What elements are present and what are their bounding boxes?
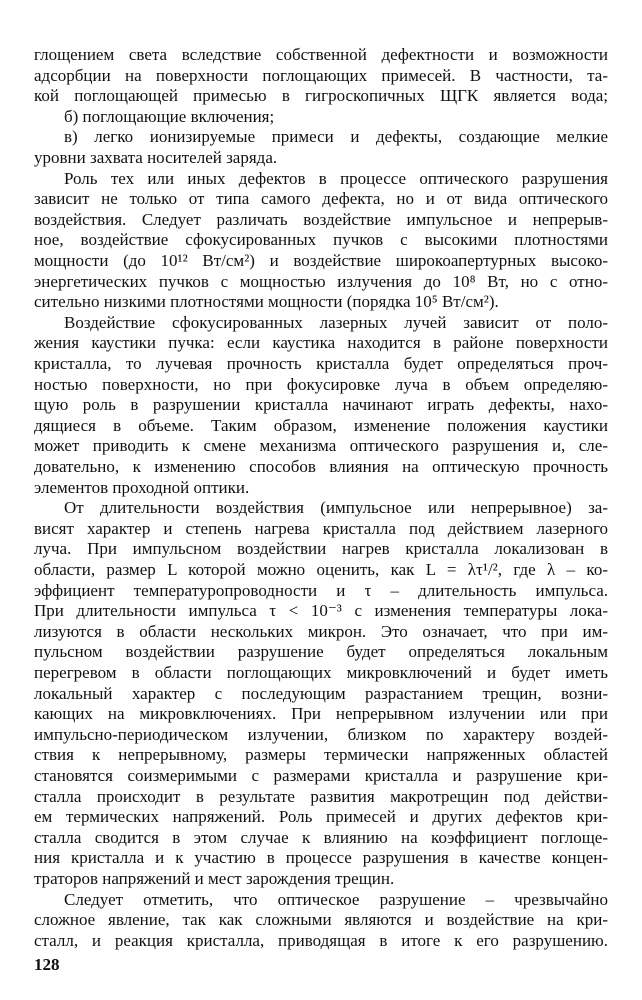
text-line: в) легко ионизируемые примеси и дефекты, создающие мелкие xyxy=(64,127,608,147)
text-line: висят характер и степень нагрева кристалла под действием лазерного xyxy=(34,518,608,538)
text-line: луча. При импульсном воздействии нагрев кристалла локализован в xyxy=(34,539,608,559)
text-line: сложное явление, так как сложными являются и воздействие на кри- xyxy=(34,910,608,930)
text-line: сталла сводится в этом случае к влиянию на коэффициент поглоще- xyxy=(34,827,608,847)
text-line: траторов напряжений и мест зарождения трещин. xyxy=(34,869,395,888)
text-line: довательно, к изменению способов влияния на оптическую прочность xyxy=(34,457,608,476)
text-line: Следует отметить, что оптическое разрушение – чрезвычайно xyxy=(64,889,608,909)
text-line: уровни захвата носителей заряда. xyxy=(34,148,278,167)
text-line: элементов проходной оптики. xyxy=(34,477,250,497)
text-line: кой поглощающей примесью в гигроскопичных ЩГК является вода; xyxy=(34,86,608,106)
text-line: импульсно-периодическом излучении, близком по характеру воздей- xyxy=(34,724,608,744)
text-line: области, размер L которой можно оценить, как L = λτ¹/², где λ – ко- xyxy=(34,560,608,579)
page-number: 128 xyxy=(34,955,60,975)
text-line: адсорбции на поверхности поглощающих примесей. В частности, та- xyxy=(34,65,608,85)
text-line: сительно низкими плотностями мощности (порядка 10⁵ Вт/см²). xyxy=(34,292,499,312)
text-line: ем термических напряжений. Роль примесей и других дефектов кри- xyxy=(34,807,608,827)
text-line: От длительности воздействия (импульсное или непрерывное) за- xyxy=(64,498,608,518)
text-line: сталла происходит в результате развития макротрещин под действи- xyxy=(34,786,608,806)
text-line: ностью поверхности, но при фокусировке луча в объем определяю- xyxy=(34,374,608,394)
text-line: может приводить к смене механизма оптического разрушения и, сле- xyxy=(34,436,608,456)
text-line: При длительности импульса τ < 10⁻³ с изменения температуры лока- xyxy=(34,601,608,621)
text-line: кающих на микровключениях. При непрерывном излучении или при xyxy=(34,704,608,724)
text-line: лизуются в области нескольких микрон. Это означает, что при им- xyxy=(34,621,608,641)
text-line: щую роль в разрушении кристалла начинают играть дефекты, нахо- xyxy=(34,395,608,415)
text-line: дящиеся в объеме. Таким образом, изменение положения каустики xyxy=(34,415,608,435)
text-line: Воздействие сфокусированных лазерных лучей зависит от поло- xyxy=(64,312,608,332)
text-line: ствия к непрерывному, размеры термически напряженных областей xyxy=(34,745,608,765)
text-line: мощности (до 10¹² Вт/см²) и воздействие широкоапертурных высоко- xyxy=(34,251,608,270)
text-line: становятся соизмеримыми с размерами кристалла и разрушение кри- xyxy=(34,766,608,785)
text-line: жения каустики пучка: если каустика находится в районе поверхности xyxy=(34,333,608,353)
text-line: зависит не только от типа самого дефекта, но и от вида оптического xyxy=(34,189,608,209)
text-line: глощением света вследствие собственной дефектности и возможности xyxy=(34,45,608,64)
text-line: б) поглощающие включения; xyxy=(64,106,275,126)
text-line: ное, воздействие сфокусированных пучков с высокими плотностями xyxy=(34,230,608,250)
text-line: пульсном воздействии разрушение будет определяться локальным xyxy=(34,642,608,662)
text-line: ния кристалла и к участию в процессе разрушения в качестве концен- xyxy=(34,848,608,868)
text-line: воздействия. Следует различать воздействие импульсное и непрерыв- xyxy=(34,209,608,229)
text-line: локальный характер с последующим разрастанием трещин, возни- xyxy=(34,683,608,703)
text-line: перегревом в области поглощающих микровключений и будет иметь xyxy=(34,663,608,682)
text-line: кристалла, то лучевая прочность кристалла будет определяться проч- xyxy=(34,354,608,373)
text-line: энергетических пучков с мощностью излучения до 10⁸ Вт, но с отно- xyxy=(34,271,608,291)
text-line: сталл, и реакция кристалла, приводящая в итоге к его разрушению. xyxy=(34,930,608,950)
text-line: эффициент температуропроводности и τ – длительность импульса. xyxy=(34,580,608,600)
text-line: Роль тех или иных дефектов в процессе оптического разрушения xyxy=(64,168,608,188)
